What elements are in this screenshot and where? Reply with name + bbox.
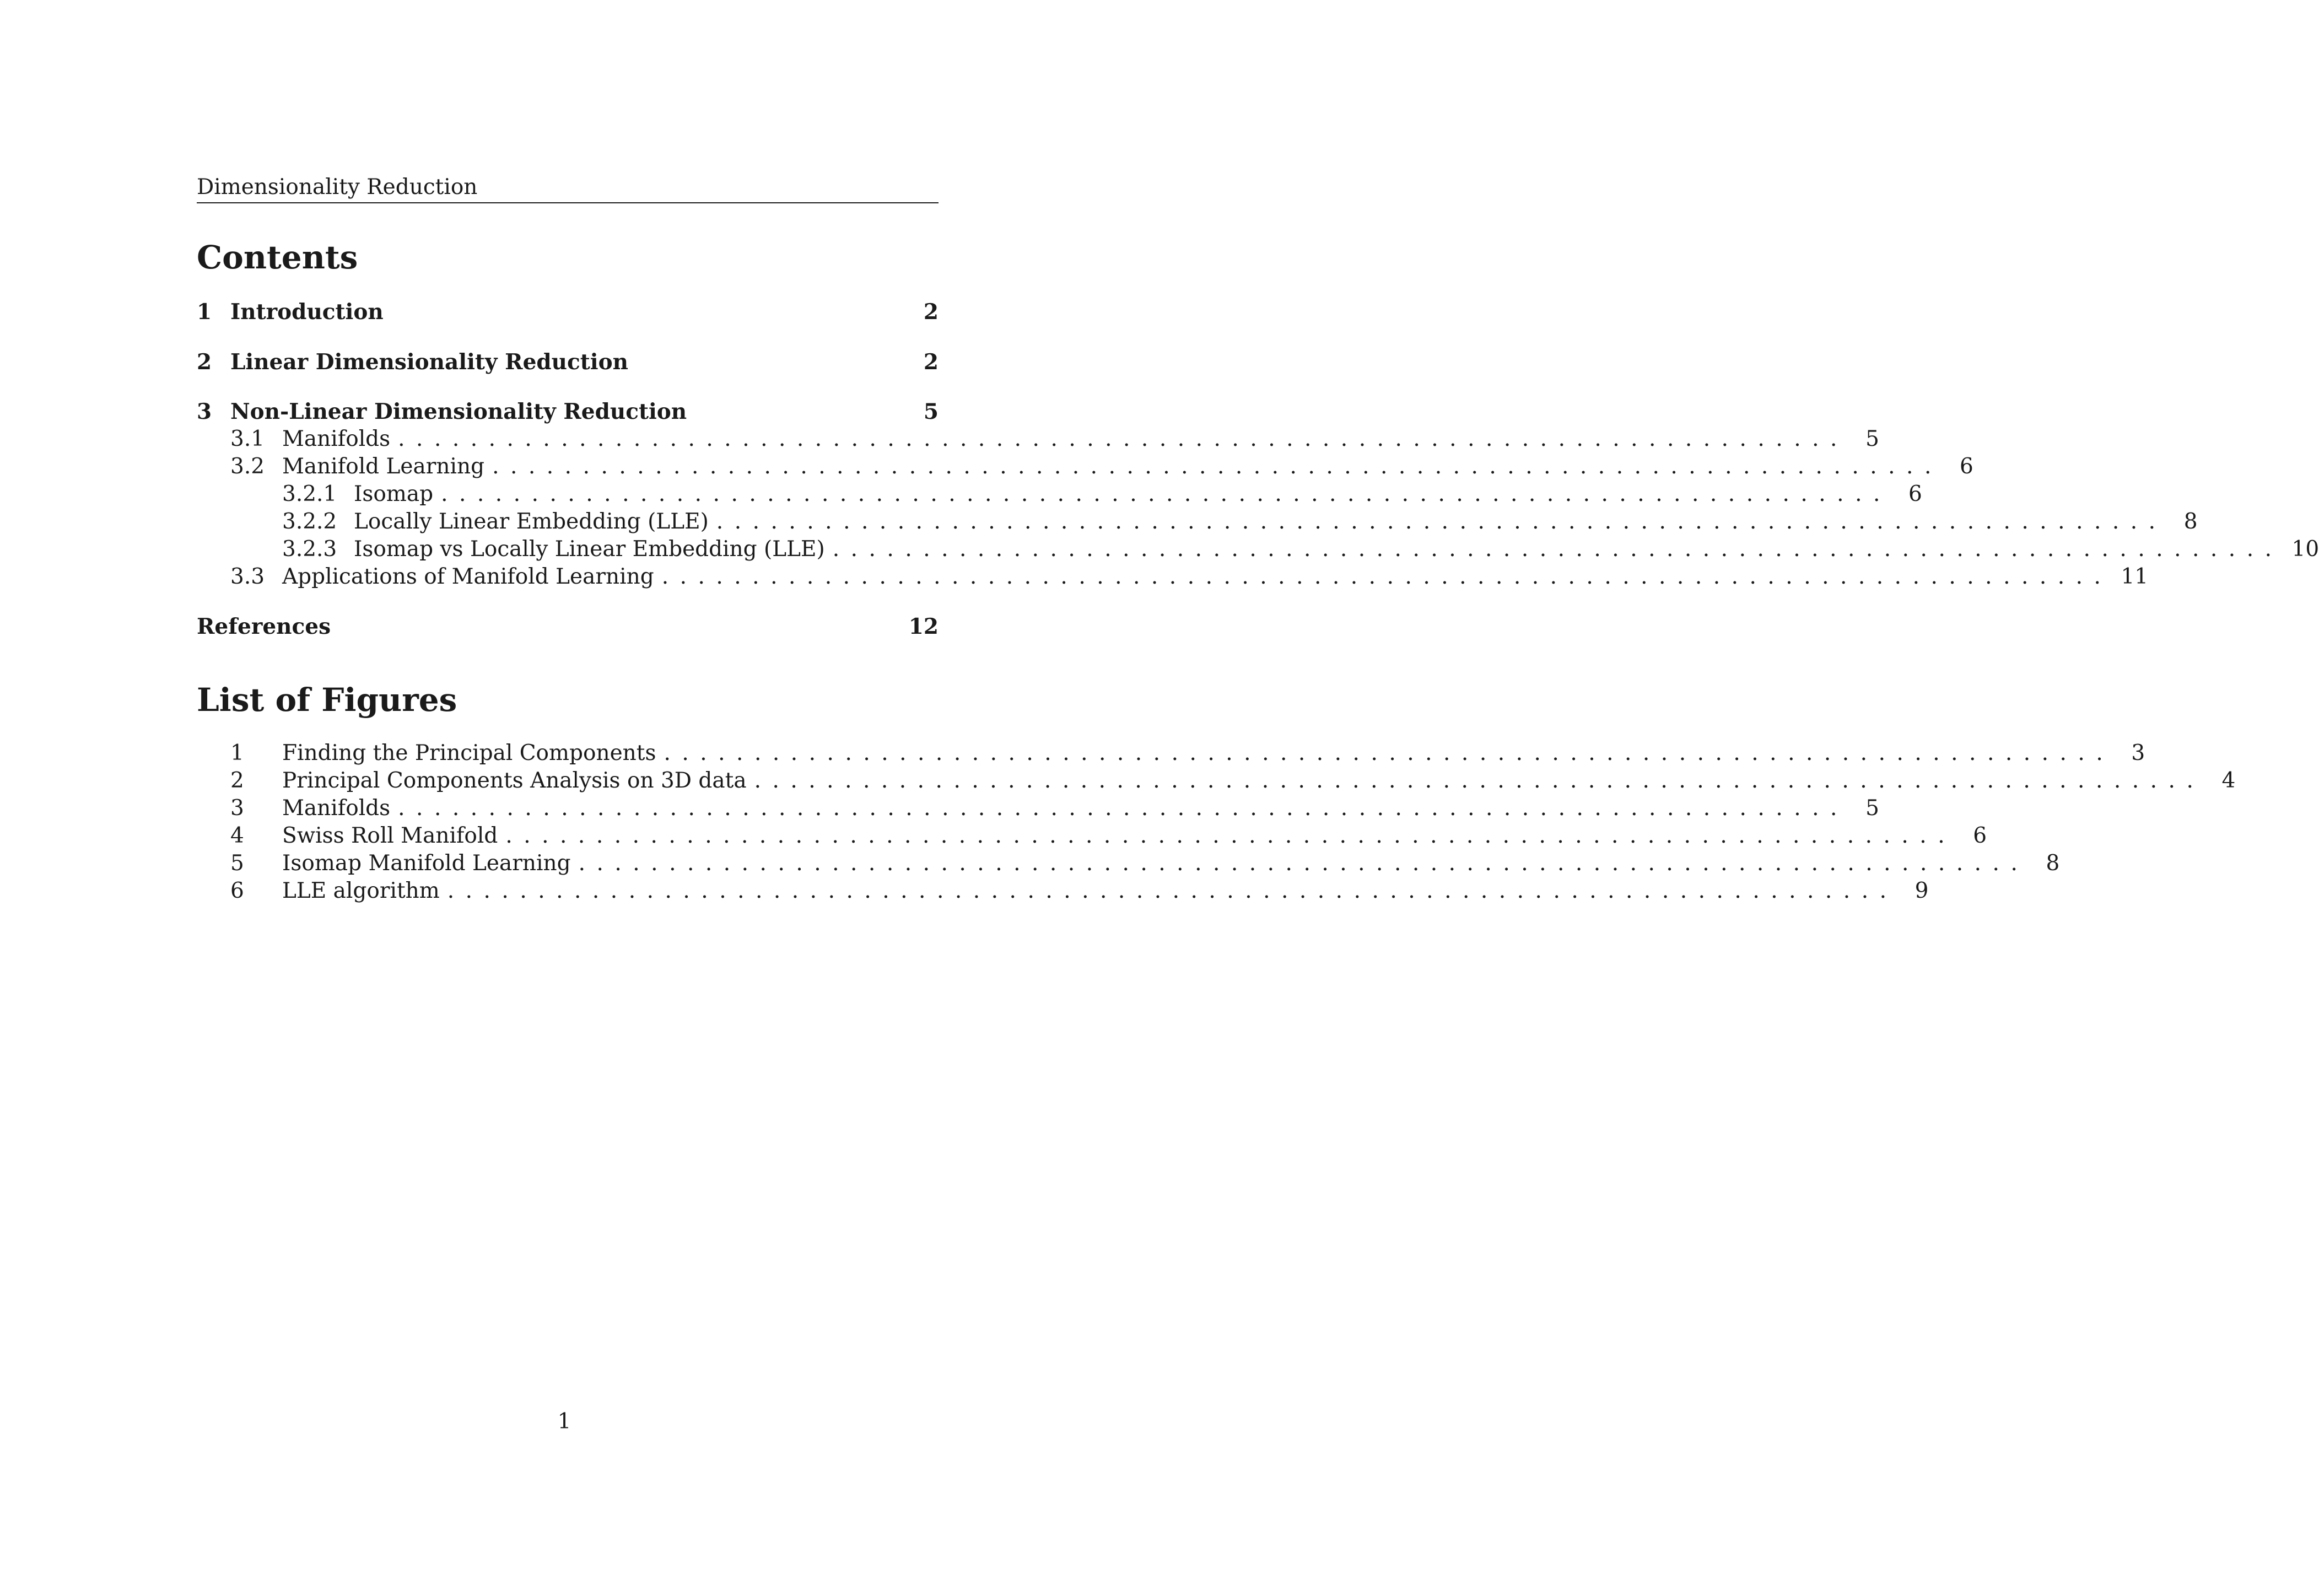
toc-entry-introduction[interactable] — [197, 298, 939, 326]
figure-title: Manifolds — [282, 796, 391, 821]
toc-number: 3.2.3 — [282, 537, 337, 562]
toc-title: Linear Dimensionality Reduction — [230, 349, 628, 375]
toc-title: Locally Linear Embedding (LLE) — [354, 509, 709, 534]
figure-page: 6 — [1973, 823, 1987, 848]
list-of-figures-heading: List of Figures — [197, 681, 457, 719]
toc-title: Manifold Learning — [282, 454, 485, 479]
figure-page: 8 — [2046, 851, 2060, 876]
toc-entry-isomap[interactable] — [282, 481, 1922, 508]
toc-dot-leader: ................................................................................ — [661, 564, 2112, 589]
toc-number: 3.1 — [230, 427, 265, 451]
page-number: 1 — [557, 1409, 571, 1434]
toc-number: 2 — [197, 349, 212, 375]
toc-dot-leader: ................................................................................ — [716, 509, 2167, 534]
toc-entry-isomap-vs-lle[interactable] — [282, 536, 2319, 563]
toc-page: 6 — [1960, 454, 1973, 479]
figure-dot-leader: ................................................................................ — [754, 768, 2205, 793]
figure-page: 4 — [2221, 768, 2236, 793]
figure-title: Isomap Manifold Learning — [282, 851, 571, 876]
figure-title: Finding the Principal Components — [282, 741, 656, 765]
toc-number: 1 — [197, 299, 212, 325]
figure-number: 1 — [230, 741, 244, 765]
figure-number: 4 — [230, 823, 244, 848]
figure-number: 6 — [230, 878, 244, 903]
toc-entry-manifolds[interactable] — [230, 425, 1879, 453]
contents-heading: Contents — [197, 239, 358, 276]
toc-entry-non-linear-dimensionality-reduction[interactable] — [197, 398, 939, 425]
toc-page: 5 — [1865, 427, 1879, 451]
toc-dot-leader: ................................................................................ — [492, 454, 1943, 479]
toc-dot-leader: ................................................................................ — [832, 537, 2283, 562]
toc-number: 3.2 — [230, 454, 265, 479]
figure-entry[interactable] — [230, 795, 1879, 822]
toc-page: 8 — [2183, 509, 2198, 534]
toc-page: 2 — [923, 349, 939, 375]
toc-title: Isomap — [354, 482, 434, 506]
figure-dot-leader: ................................................................................ — [505, 823, 1956, 848]
toc-entry-lle[interactable] — [282, 508, 2198, 536]
figure-number: 2 — [230, 768, 244, 793]
toc-page: 2 — [923, 299, 939, 325]
figure-entry[interactable] — [230, 767, 2236, 795]
toc-number: 3.3 — [230, 564, 265, 589]
figure-title: Principal Components Analysis on 3D data — [282, 768, 747, 793]
toc-number: 3.2.1 — [282, 482, 337, 506]
toc-number: 3.2.2 — [282, 509, 337, 534]
figure-dot-leader: ................................................................................ — [664, 741, 2115, 765]
figure-entry[interactable] — [230, 850, 2060, 877]
toc-entry-applications[interactable] — [230, 563, 2149, 591]
toc-page: 5 — [923, 399, 939, 424]
toc-page: 6 — [1908, 482, 1922, 506]
figure-page: 3 — [2131, 741, 2145, 765]
figure-entry[interactable] — [230, 740, 2145, 767]
figure-page: 5 — [1865, 796, 1879, 821]
toc-dot-leader: ................................................................................ — [441, 482, 1891, 506]
toc-title: References — [197, 614, 331, 639]
toc-dot-leader: ................................................................................ — [398, 427, 1848, 451]
toc-title: Manifolds — [282, 427, 391, 451]
toc-title: Non-Linear Dimensionality Reduction — [230, 399, 687, 424]
figure-dot-leader: ................................................................................ — [578, 851, 2029, 876]
header-rule — [197, 202, 939, 203]
figure-dot-leader: ................................................................................ — [447, 878, 1898, 903]
toc-entry-linear-dimensionality-reduction[interactable] — [197, 348, 939, 376]
figure-entry[interactable] — [230, 822, 1987, 850]
toc-page: 10 — [2291, 537, 2319, 562]
toc-entry-references[interactable] — [197, 613, 939, 640]
figure-entry[interactable] — [230, 877, 1929, 905]
figure-title: LLE algorithm — [282, 878, 440, 903]
toc-page: 12 — [908, 614, 939, 639]
toc-number: 3 — [197, 399, 212, 424]
toc-page: 11 — [2121, 564, 2149, 589]
figure-dot-leader: ................................................................................ — [398, 796, 1848, 821]
toc-title: Introduction — [230, 299, 384, 325]
figure-number: 5 — [230, 851, 244, 876]
toc-entry-manifold-learning[interactable] — [230, 453, 1973, 481]
figure-title: Swiss Roll Manifold — [282, 823, 498, 848]
toc-title: Isomap vs Locally Linear Embedding (LLE) — [354, 537, 825, 562]
figure-page: 9 — [1914, 878, 1929, 903]
figure-number: 3 — [230, 796, 244, 821]
running-header: Dimensionality Reduction — [197, 175, 478, 199]
toc-title: Applications of Manifold Learning — [282, 564, 654, 589]
